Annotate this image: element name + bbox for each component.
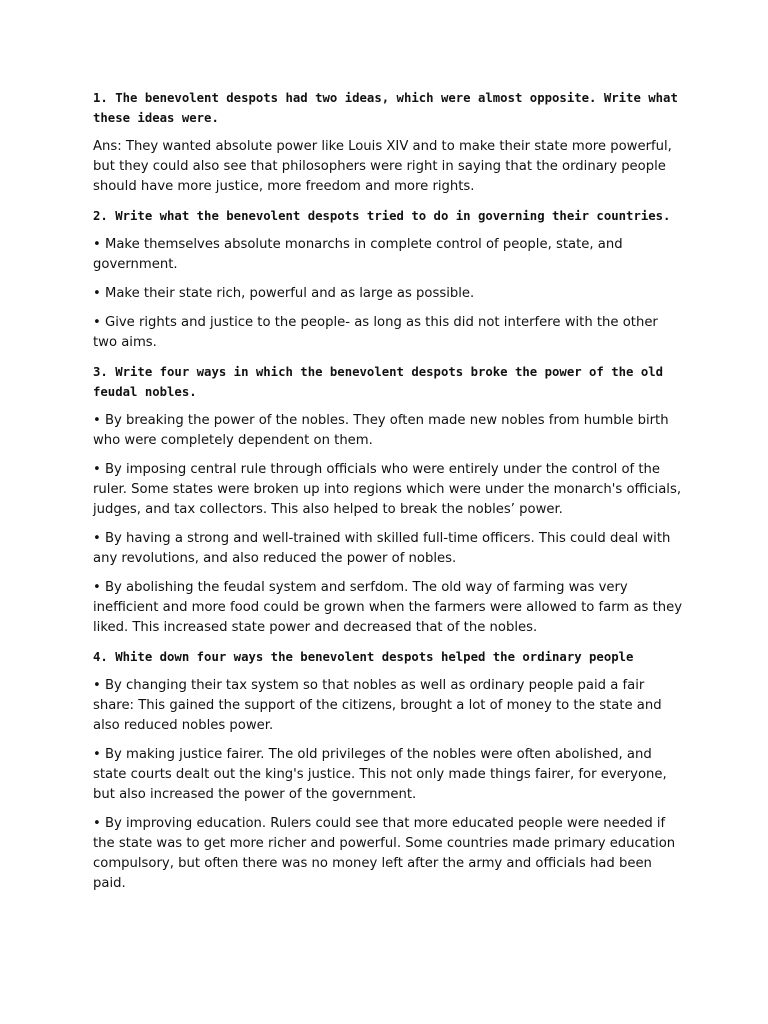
bullet-item: • By breaking the power of the nobles. They often made new nobles from humble birth who were completely dependent on them.: [93, 413, 669, 448]
bullet-item: • Make their state rich, powerful and as large as possible.: [93, 286, 475, 301]
bullet-item: • By making justice fairer. The old privileges of the nobles were often abolished, and state courts dealt out the king's justice. This not only made things fairer, for everyone, but also increased the power of the government.: [93, 747, 667, 802]
bullet-item: • By having a strong and well-trained with skilled full-time officers. This could deal with any revolutions, and also reduced the power of nobles.: [93, 531, 671, 566]
bullet-item: • Give rights and justice to the people- as long as this did not interfere with the other two aims.: [93, 315, 658, 350]
bullet-item: • By abolishing the feudal system and serfdom. The old way of farming was very inefficient and more food could be grown when the farmers were allowed to farm as they liked. This increased state power and decreased that of the nobles.: [93, 580, 683, 635]
question-4: 4. White down four ways the benevolent despots helped the ordinary people: [93, 650, 634, 664]
bullet-item: • Make themselves absolute monarchs in complete control of people, state, and government.: [93, 237, 623, 272]
question-3: 3. Write four ways in which the benevolent despots broke the power of the old feudal nobles.: [93, 365, 664, 399]
bullet-item: • By improving education. Rulers could see that more educated people were needed if the state was to get more richer and powerful. Some countries made primary education compulsory, but often there was no money left after the army and officials had been paid.: [93, 816, 676, 891]
question-2: 2. Write what the benevolent despots tried to do in governing their countries.: [93, 209, 671, 223]
document-body: [93, 88, 683, 903]
bullet-item: • By imposing central rule through officials who were entirely under the control of the ruler. Some states were broken up into regions which were under the monarch's officials, judges, and tax collectors. This also helped to break the nobles’ power.: [93, 462, 682, 517]
bullet-item: • By changing their tax system so that nobles as well as ordinary people paid a fair share: This gained the support of the citizens, brought a lot of money to the state and also reduced nobles power.: [93, 678, 662, 733]
answer-1: Ans: They wanted absolute power like Louis XIV and to make their state more powerful, but they could also see that philosophers were right in saying that the ordinary people should have more justice, more freedom and more rights.: [93, 139, 672, 194]
question-1: 1. The benevolent despots had two ideas, which were almost opposite. Write what these ideas were.: [93, 91, 678, 125]
